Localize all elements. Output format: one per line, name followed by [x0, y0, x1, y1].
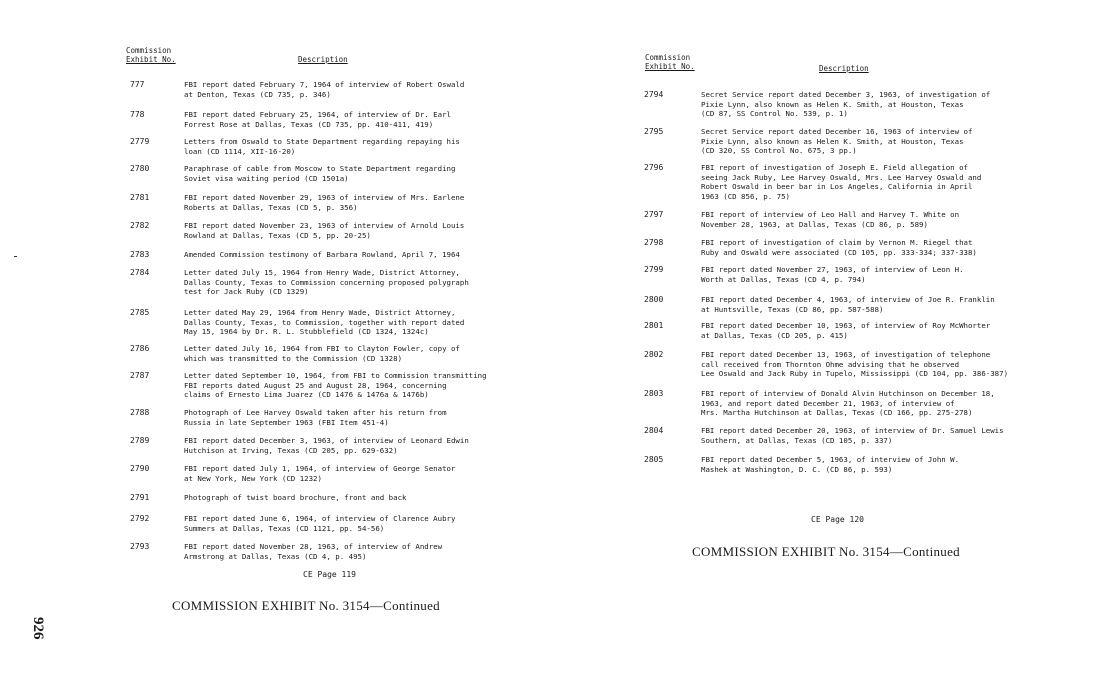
exhibit-header-line2: Exhibit No.: [645, 62, 695, 71]
exhibit-description: FBI report dated November 27, 1963, of interview of Leon H. Worth at Dallas, Texas (CD 4, p. 794): [701, 265, 964, 284]
exhibit-number: 2805: [644, 455, 664, 464]
exhibit-description: FBI report of interview of Leo Hall and Harvey T. White on November 28, 1963, at Dallas, Texas (CD 86, p. 589): [701, 210, 960, 229]
exhibit-description: FBI report dated November 28, 1963, of interview of Andrew Armstrong at Dallas, Texas (CD 4, p. 495): [184, 542, 443, 561]
margin-mark: [14, 256, 17, 257]
exhibit-description: Secret Service report dated December 16, 1963 of interview of Pixie Lynn, also known as Helen K. Smith, at Houston, Texas (CD 320, SS Control No. 675, 3 pp.): [701, 127, 973, 155]
exhibit-number: 2804: [644, 426, 664, 435]
exhibit-description: Secret Service report dated December 3, 1963, of investigation of Pixie Lynn, also known as Helen K. Smith, at Houston, Texas (CD 87, SS Control No. 539, p. 1): [701, 90, 991, 118]
exhibit-description: Letter dated July 15, 1964 from Henry Wade, District Attorney, Dallas County, Texas to Commission concerning proposed polygraph test for Jack Ruby (CD 1329): [184, 268, 469, 296]
exhibit-description: FBI report dated November 29, 1963 of interview of Mrs. Earlene Roberts at Dallas, Texas (CD 5, p. 356): [184, 193, 465, 212]
exhibit-description: FBI report dated December 5, 1963, of interview of John W. Mashek at Washington, D. C. (CD 86, p. 593): [701, 455, 960, 474]
exhibit-description: FBI report of investigation of claim by Vernon M. Riegel that Ruby and Oswald were associated (CD 105, pp. 333-334; 337-338): [701, 238, 977, 257]
exhibit-description: Paraphrase of cable from Moscow to State Department regarding Soviet visa waiting period (CD 1501a): [184, 164, 456, 183]
exhibit-no-header: [645, 53, 695, 71]
exhibit-description: Letter dated May 29, 1964 from Henry Wade, District Attorney, Dallas County, Texas, to Commission, together with report dated May 15, 1964 by Dr. R. L. Stubblefield (CD 1324, 1324c): [184, 308, 465, 336]
exhibit-description: FBI report dated December 10, 1963, of interview of Roy McWhorter at Dallas, Texas (CD 205, p. 415): [701, 321, 991, 340]
exhibit-number: 2784: [130, 268, 150, 277]
description-header: Description: [819, 64, 869, 73]
exhibit-number: 2793: [130, 542, 150, 551]
page-number: 926: [30, 617, 46, 640]
exhibit-description: FBI report dated February 7, 1964 of interview of Robert Oswald at Denton, Texas (CD 735, p. 346): [184, 80, 465, 99]
exhibit-number: 2795: [644, 127, 664, 136]
exhibit-caption: COMMISSION EXHIBIT No. 3154—Continued: [172, 598, 440, 613]
exhibit-number: 778: [130, 110, 145, 119]
exhibit-number: 2791: [130, 493, 150, 502]
exhibit-number: 2789: [130, 436, 150, 445]
exhibit-header-line1: Commission: [126, 46, 172, 55]
right-page: [547, 0, 1094, 691]
exhibit-number: 2798: [644, 238, 664, 247]
exhibit-number: 2779: [130, 137, 150, 146]
exhibit-caption: COMMISSION EXHIBIT No. 3154—Continued: [692, 544, 960, 559]
exhibit-description: Photograph of twist board brochure, front and back: [184, 493, 407, 502]
exhibit-description: Letter dated July 16, 1964 from FBI to Clayton Fowler, copy of which was transmitted to the Commission (CD 1328): [184, 344, 460, 363]
exhibit-description: FBI report dated December 13, 1963, of investigation of telephone call received from Thornton Ohme advising that he observed Lee Oswald and Jack Ruby in Tupelo, Mississippi (CD 104, pp. 386-387): [701, 350, 1009, 378]
exhibit-number: 2794: [644, 90, 664, 99]
exhibit-description: FBI report dated June 6, 1964, of interview of Clarence Aubry Summers at Dallas, Texas (CD 1121, pp. 54-56): [184, 514, 456, 533]
ce-page-label: CE Page 119: [303, 570, 356, 579]
exhibit-description: FBI report of investigation of Joseph E. Field allegation of seeing Jack Ruby, Lee Harvey Oswald, Mrs. Lee Harvey Oswald and Robert Oswald in beer bar in Los Angeles, California in April 1963 (CD 856, p. 75): [701, 163, 982, 201]
exhibit-number: 2790: [130, 464, 150, 473]
exhibit-number: 2781: [130, 193, 150, 202]
exhibit-number: 2796: [644, 163, 664, 172]
exhibit-number: 777: [130, 80, 145, 89]
exhibit-number: 2785: [130, 308, 150, 317]
exhibit-description: FBI report of interview of Donald Alvin Hutchinson on December 18, 1963, and report dated December 21, 1963, of interview of Mrs. Martha Hutchinson at Dallas, Texas (CD 166, pp. 275-278): [701, 389, 995, 417]
exhibit-number: 2787: [130, 371, 150, 380]
exhibit-number: 2801: [644, 321, 664, 330]
exhibit-description: Photograph of Lee Harvey Oswald taken after his return from Russia in late September 1963 (FBI Item 451-4): [184, 408, 447, 427]
exhibit-number: 2799: [644, 265, 664, 274]
exhibit-description: FBI report dated July 1, 1964, of interview of George Senator at New York, New York (CD 1232): [184, 464, 456, 483]
exhibit-description: FBI report dated November 23, 1963 of interview of Arnold Louis Rowland at Dallas, Texas (CD 5, pp. 20-25): [184, 221, 465, 240]
exhibit-number: 2788: [130, 408, 150, 417]
exhibit-number: 2802: [644, 350, 664, 359]
exhibit-number: 2800: [644, 295, 664, 304]
exhibit-number: 2797: [644, 210, 664, 219]
exhibit-description: Letter dated September 10, 1964, from FBI to Commission transmitting FBI reports dated August 25 and August 28, 1964, concerning claims of Ernesto Lima Juarez (CD 1476 & 1476a & 1476b): [184, 371, 487, 399]
exhibit-number: 2803: [644, 389, 664, 398]
exhibit-description: FBI report dated December 4, 1963, of interview of Joe R. Franklin at Huntsville, Texas (CD 86, pp. 587-588): [701, 295, 995, 314]
exhibit-number: 2786: [130, 344, 150, 353]
exhibit-number: 2783: [130, 250, 150, 259]
exhibit-number: 2792: [130, 514, 150, 523]
exhibit-no-header: [126, 46, 176, 64]
exhibit-description: Letters from Oswald to State Department regarding repaying his loan (CD 1114, XII-16-20): [184, 137, 460, 156]
exhibit-header-line1: Commission: [645, 53, 691, 62]
exhibit-description: FBI report dated December 20, 1963, of interview of Dr. Samuel Lewis Southern, at Dallas, Texas (CD 105, p. 337): [701, 426, 1004, 445]
ce-page-label: CE Page 120: [811, 515, 864, 524]
exhibit-number: 2782: [130, 221, 150, 230]
exhibit-description: Amended Commission testimony of Barbara Rowland, April 7, 1964: [184, 250, 460, 259]
exhibit-description: FBI report dated December 3, 1963, of interview of Leonard Edwin Hutchison at Irving, Texas (CD 205, pp. 629-632): [184, 436, 469, 455]
exhibit-description: FBI report dated February 25, 1964, of interview of Dr. Earl Forrest Rose at Dallas, Texas (CD 735, pp. 410-411, 419): [184, 110, 451, 129]
exhibit-header-line2: Exhibit No.: [126, 55, 176, 64]
description-header: Description: [298, 55, 348, 64]
exhibit-number: 2780: [130, 164, 150, 173]
